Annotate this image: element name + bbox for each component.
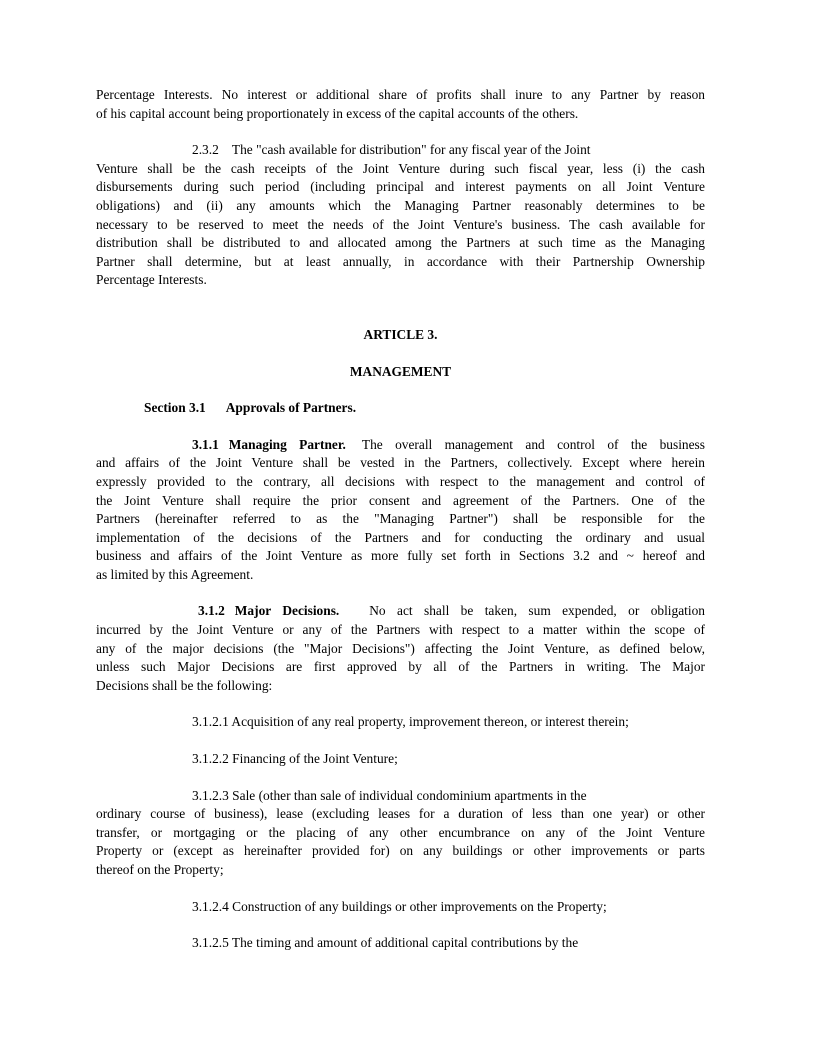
text-line: 2.3.2 The "cash available for distribution" for any fiscal year of the Joint: [192, 142, 591, 158]
subsection-number: 3.1.2: [198, 603, 225, 619]
subsection-text: No act shall be taken, sum expended, or obligation: [369, 603, 705, 619]
text-line: ordinary course of business), lease (excluding leases for a duration of less than one year) or other: [96, 806, 705, 822]
text-line: as limited by this Agreement.: [96, 566, 254, 582]
document-page: [96, 86, 705, 953]
text-line: incurred by the Joint Venture or any of the Partners with respect to a matter within the scope of: [96, 622, 705, 638]
list-item: 3.1.2.2 Financing of the Joint Venture;: [192, 751, 398, 767]
text-line: the Joint Venture shall require the prior consent and agreement of the Partners. One of the: [96, 492, 705, 508]
subsection-text: The overall management and control of the business: [361, 436, 705, 452]
subsection-number: 3.1.1: [192, 436, 219, 452]
paragraph-3-1-2: [96, 602, 705, 695]
paragraph-2-3-2: [96, 141, 705, 290]
text-line: necessary to be reserved to meet the needs of the Joint Venture's business. The cash available for: [96, 216, 705, 232]
section-title: Approvals of Partners.: [225, 400, 357, 416]
subsection-title: Managing Partner.: [228, 436, 346, 452]
list-item: 3.1.2.4 Construction of any buildings or other improvements on the Property;: [192, 898, 607, 914]
text-line: obligations) and (ii) any amounts which the Managing Partner reasonably determines to be: [96, 197, 705, 213]
text-line: Percentage Interests. No interest or additional share of profits shall inure to any Partner by reason: [96, 87, 705, 102]
text-line: thereof on the Property;: [96, 862, 224, 877]
section-number: Section 3.1: [144, 400, 206, 416]
text-line: Property or (except as hereinafter provided for) on any buildings or other improvements or parts: [96, 843, 705, 859]
text-line: Venture shall be the cash receipts of the Joint Venture during such fiscal year, less (i) the cash: [96, 160, 705, 176]
text-line: unless such Major Decisions are first approved by all of the Partners in writing. The Major: [96, 659, 705, 675]
article-subtitle: MANAGEMENT: [349, 363, 452, 379]
text-line: transfer, or mortgaging or the placing of any other encumbrance on any of the Joint Venture: [96, 824, 705, 840]
text-line: [96, 602, 705, 621]
article-title: ARTICLE 3.: [363, 326, 438, 342]
text-line: Percentage Interests.: [96, 272, 207, 288]
text-line: expressly provided to the contrary, all decisions with respect to the management and control of: [96, 473, 705, 489]
list-item: 3.1.2.1 Acquisition of any real property, improvement thereon, or interest therein;: [192, 714, 629, 730]
paragraph-intro: [96, 86, 705, 123]
text-line: 3.1.2.3 Sale (other than sale of individual condominium apartments in the: [192, 787, 587, 803]
text-line: [96, 436, 705, 455]
text-line: of his capital account being proportionately in excess of the capital accounts of the others.: [96, 105, 579, 121]
text-line: Partners (hereinafter referred to as the "Managing Partner") shall be responsible for the: [96, 511, 705, 527]
text-line: Partner shall determine, but at least annually, in accordance with their Partnership Ownership: [96, 253, 705, 269]
text-line: Decisions shall be the following:: [96, 677, 273, 693]
text-line: implementation of the decisions of the Partners and for conducting the ordinary and usual: [96, 529, 705, 545]
text-line: and affairs of the Joint Venture shall be vested in the Partners, collectively. Except where herein: [96, 455, 705, 471]
subsection-title: Major Decisions.: [234, 603, 340, 619]
paragraph-3-1-2-3: [96, 787, 705, 880]
section-heading: [96, 399, 705, 418]
list-item: 3.1.2.5 The timing and amount of additional capital contributions by the: [192, 935, 579, 951]
text-line: any of the major decisions (the "Major Decisions") affecting the Joint Venture, as defined below,: [96, 640, 705, 656]
text-line: business and affairs of the Joint Venture as more fully set forth in Sections 3.2 and ~ hereof and: [96, 548, 705, 564]
text-line: disbursements during such period (including principal and interest payments on all Joint Venture: [96, 179, 705, 195]
paragraph-3-1-1: [96, 436, 705, 585]
text-line: distribution shall be distributed to and allocated among the Partners at such time as the Managing: [96, 235, 705, 251]
